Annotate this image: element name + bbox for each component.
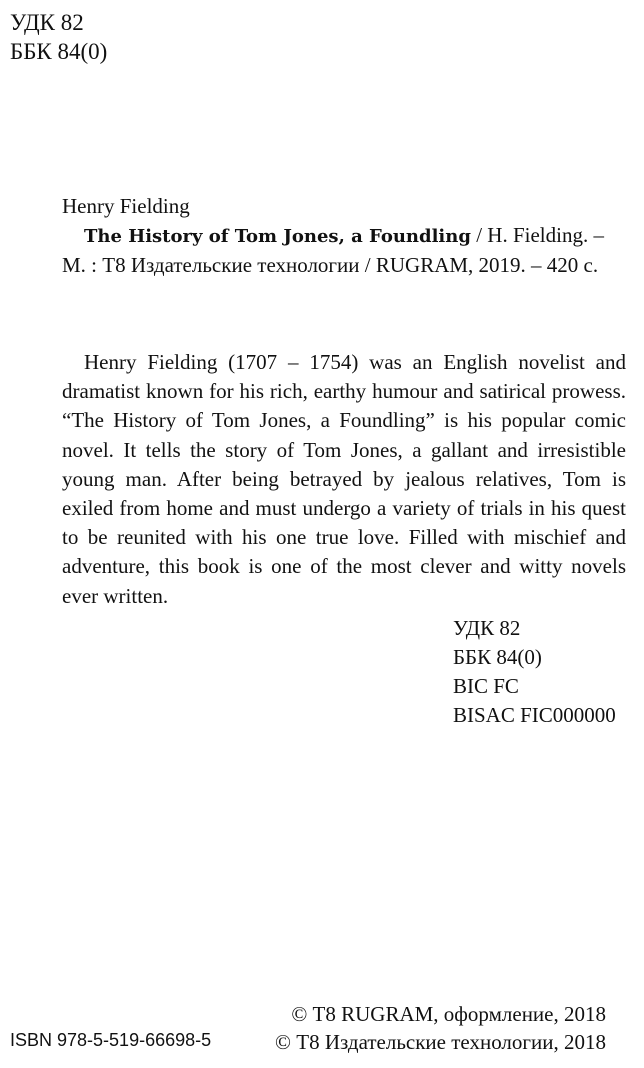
copyright-line: © Т8 RUGRAM, оформление, 2018: [291, 1002, 606, 1026]
classification-code: ББК 84(0): [453, 645, 542, 669]
classification-code: УДК 82: [453, 616, 521, 640]
classification-code: BISAC FIC000000: [453, 703, 616, 727]
udk-code: УДК 82: [10, 10, 84, 35]
bbk-code: ББК 84(0): [10, 39, 108, 64]
publication-info: М. : Т8 Издательские технологии / RUGRAM, 2019. – 420 с.: [62, 253, 599, 277]
author-name: Henry Fielding: [62, 194, 190, 218]
responsibility-statement: / H. Fielding. –: [470, 223, 604, 247]
bibliographic-record: [62, 192, 634, 280]
top-classification-codes: [10, 8, 107, 66]
copyright-notices: [275, 1000, 606, 1056]
book-title: The History of Tom Jones, a Foundling: [84, 226, 471, 247]
isbn-number: ISBN 978-5-519-66698-5: [10, 1030, 212, 1050]
copyright-line: © Т8 Издательские технологии, 2018: [275, 1030, 606, 1054]
title-line: [62, 221, 634, 251]
classification-codes: [453, 614, 616, 730]
book-annotation: Henry Fielding (1707 – 1754) was an English novelist and dramatist known for his rich, earthy humour and satirical prowess. “The History of Tom Jones, a Foundling” is his popular comic novel. It tells the story of Tom Jones, a gallant and irresistible young man. After being betrayed by jealous relatives, Tom is exiled from home and must undergo a variety of trials in his quest to be reunited with his one true love. Filled with mischief and adventure, this book is one of the most clever and witty novels ever written.: [62, 350, 626, 608]
classification-code: BIC FC: [453, 674, 519, 698]
